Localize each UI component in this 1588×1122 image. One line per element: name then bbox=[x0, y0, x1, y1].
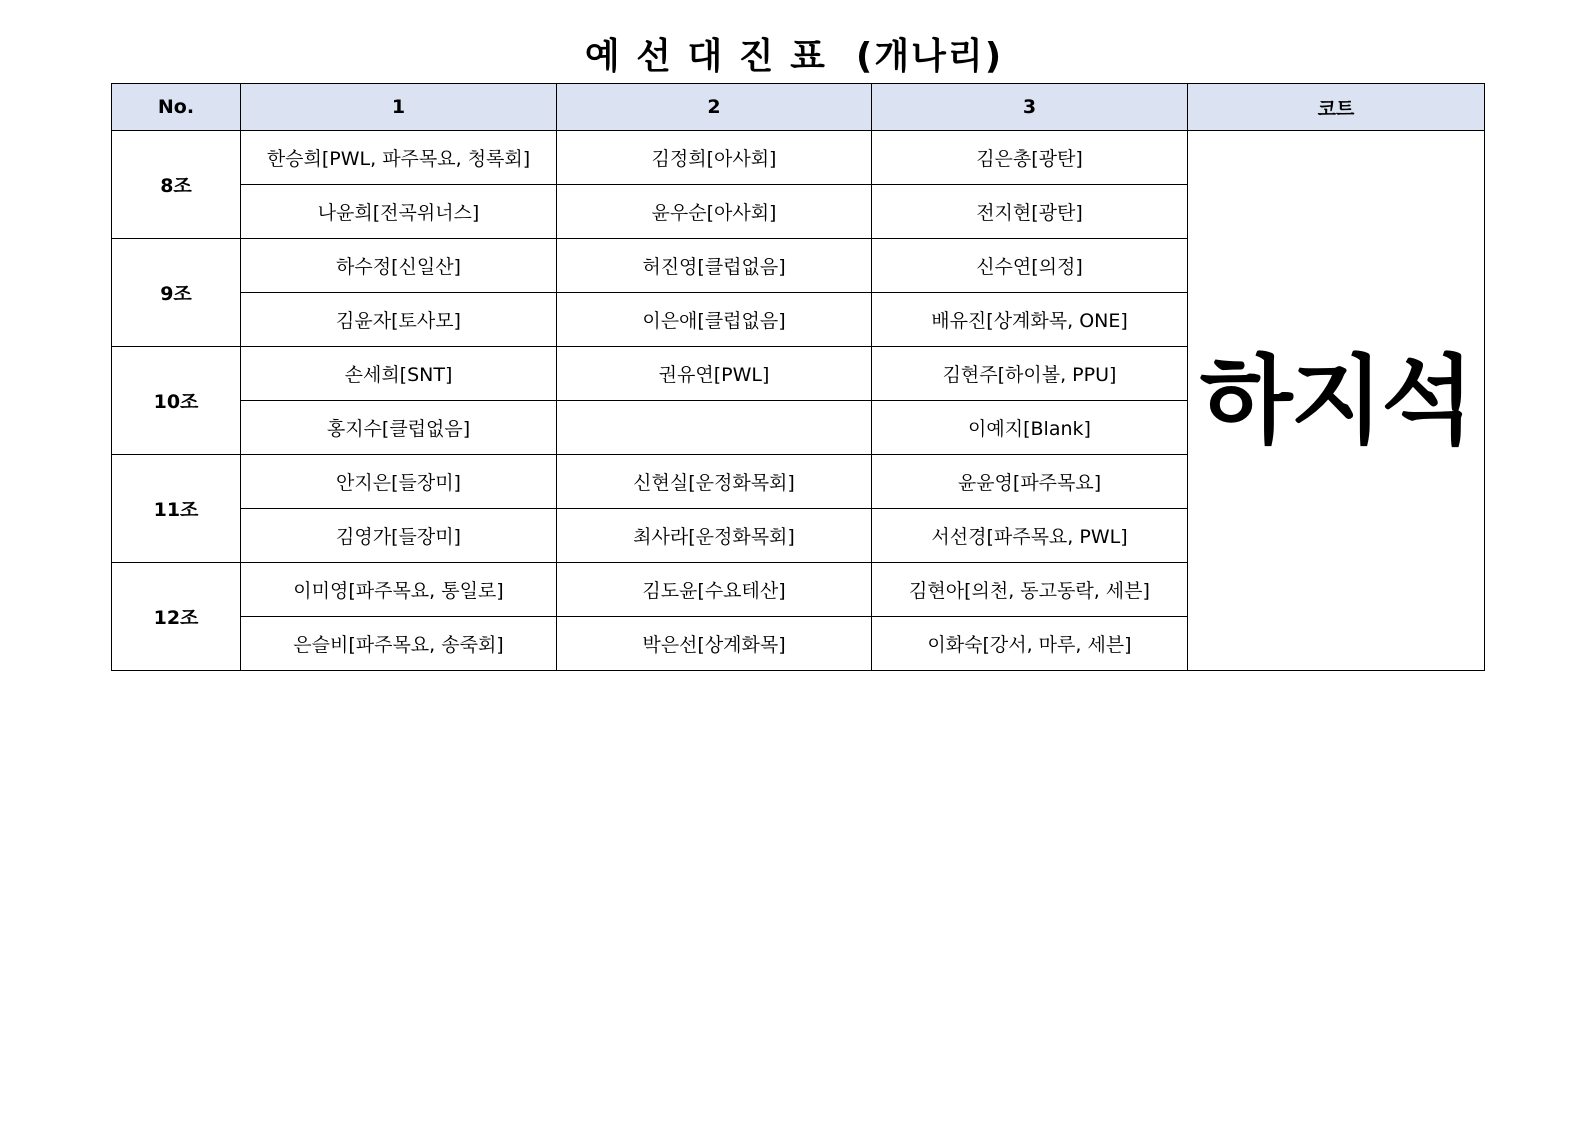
player-cell: 안지은[들장미] bbox=[241, 455, 557, 509]
draw-table bbox=[111, 83, 1485, 671]
group-label: 11조 bbox=[112, 455, 241, 563]
player-cell: 배유진[상계화목, ONE] bbox=[872, 293, 1188, 347]
player-cell: 이예지[Blank] bbox=[872, 401, 1188, 455]
player-cell: 권유연[PWL] bbox=[557, 347, 872, 401]
player-cell: 서선경[파주목요, PWL] bbox=[872, 509, 1188, 563]
player-cell: 신수연[의정] bbox=[872, 239, 1188, 293]
group-label: 10조 bbox=[112, 347, 241, 455]
player-cell: 나윤희[전곡위너스] bbox=[241, 185, 557, 239]
player-cell: 하수정[신일산] bbox=[241, 239, 557, 293]
court-cell: 하지석 bbox=[1188, 131, 1485, 671]
player-cell: 최사라[운정화목회] bbox=[557, 509, 872, 563]
header-no: No. bbox=[112, 84, 241, 131]
header-col-1: 1 bbox=[241, 84, 557, 131]
player-cell: 박은선[상계화목] bbox=[557, 617, 872, 671]
player-cell: 손세희[SNT] bbox=[241, 347, 557, 401]
player-cell: 이미영[파주목요, 통일로] bbox=[241, 563, 557, 617]
player-cell: 김현아[의천, 동고동락, 세븐] bbox=[872, 563, 1188, 617]
table-row bbox=[112, 131, 1485, 185]
player-cell: 허진영[클럽없음] bbox=[557, 239, 872, 293]
player-cell: 윤윤영[파주목요] bbox=[872, 455, 1188, 509]
group-label: 12조 bbox=[112, 563, 241, 671]
player-cell: 김영가[들장미] bbox=[241, 509, 557, 563]
player-cell: 신현실[운정화목회] bbox=[557, 455, 872, 509]
player-cell: 이화숙[강서, 마루, 세븐] bbox=[872, 617, 1188, 671]
page-title: 예 선 대 진 표 (개나리) bbox=[584, 36, 1004, 77]
player-cell: 한승희[PWL, 파주목요, 청록회] bbox=[241, 131, 557, 185]
group-label: 9조 bbox=[112, 239, 241, 347]
player-cell: 김현주[하이볼, PPU] bbox=[872, 347, 1188, 401]
player-cell: 김윤자[토사모] bbox=[241, 293, 557, 347]
header-col-2: 2 bbox=[557, 84, 872, 131]
player-cell: 윤우순[아사회] bbox=[557, 185, 872, 239]
player-cell: 이은애[클럽없음] bbox=[557, 293, 872, 347]
player-cell: 김은총[광탄] bbox=[872, 131, 1188, 185]
group-label: 8조 bbox=[112, 131, 241, 239]
player-cell bbox=[557, 401, 872, 455]
player-cell: 김도윤[수요테산] bbox=[557, 563, 872, 617]
player-cell: 은슬비[파주목요, 송죽회] bbox=[241, 617, 557, 671]
player-cell: 전지현[광탄] bbox=[872, 185, 1188, 239]
header-col-3: 3 bbox=[872, 84, 1188, 131]
header-court: 코트 bbox=[1188, 84, 1485, 131]
header-row bbox=[112, 84, 1485, 131]
player-cell: 김정희[아사회] bbox=[557, 131, 872, 185]
player-cell: 홍지수[클럽없음] bbox=[241, 401, 557, 455]
